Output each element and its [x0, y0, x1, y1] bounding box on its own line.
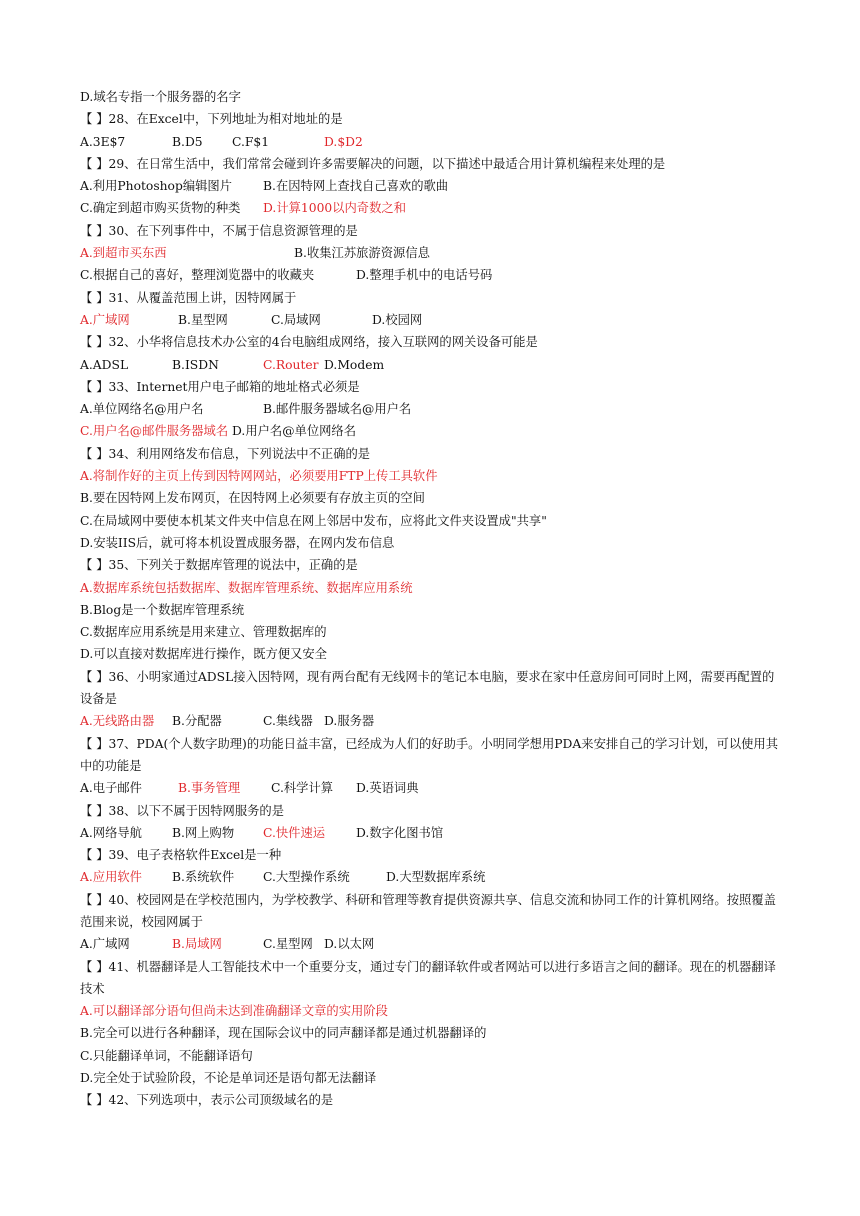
options-row: [80, 822, 782, 844]
option: D.域名专指一个服务器的名字: [80, 90, 241, 104]
question-stem: 【 】41、机器翻译是人工智能技术中一个重要分支，通过专门的翻译软件或者网站可以进行多语言之间的翻译。现在的机器翻译技术: [80, 959, 776, 996]
correct-option: A.无线路由器: [80, 714, 155, 729]
option: B.D5: [172, 134, 203, 149]
correct-option: C.快件速运: [263, 825, 326, 840]
question-stem: 【 】30、在下列事件中，不属于信息资源管理的是: [80, 223, 358, 238]
options-row: [80, 197, 782, 219]
question-stem: 【 】36、小明家通过ADSL接入因特网，现有两台配有无线网卡的笔记本电脑，要求在家中任意房间可同时上网，需要再配置的设备是: [80, 669, 775, 707]
correct-option: A.数据库系统包括数据库、数据库管理系统、数据库应用系统: [80, 580, 413, 595]
question-stem: 【 】33、Internet用户电子邮箱的地址格式必须是: [80, 379, 360, 394]
option: C.F$1: [232, 134, 270, 149]
options-row: [80, 420, 782, 442]
option: B.完全可以进行各种翻译，现在国际会议中的同声翻译都是通过机器翻译的: [80, 1026, 487, 1041]
correct-option: D.$D2: [324, 134, 363, 149]
option: C.在局域网中要使本机某文件夹中信息在网上邻居中发布，应将此文件夹设置成"共享": [80, 513, 547, 528]
correct-option: A.到超市买东西: [80, 246, 167, 261]
correct-option: B.事务管理: [178, 781, 241, 796]
question-stem: 【 】31、从覆盖范围上讲，因特网属于: [80, 290, 297, 305]
option: D.可以直接对数据库进行操作，既方便又安全: [80, 647, 327, 662]
option: D.数字化图书馆: [356, 825, 444, 840]
options-row: [80, 777, 782, 799]
option: C.大型操作系统: [263, 870, 350, 885]
option: D.服务器: [324, 714, 375, 729]
options-row: [80, 398, 782, 420]
question-stem: 【 】39、电子表格软件Excel是一种: [80, 848, 282, 863]
correct-option: A.可以翻译部分语句但尚未达到准确翻译文章的实用阶段: [80, 1004, 388, 1019]
options-row: [80, 175, 782, 197]
question-stem: 【 】40、校园网是在学校范围内，为学校教学、科研和管理等教育提供资源共享、信息交流和协同工作的计算机网络。按照覆盖范围来说，校园网属于: [80, 892, 776, 929]
option: B.分配器: [172, 714, 222, 729]
option: B.收集江苏旅游资源信息: [294, 246, 430, 261]
option: B.ISDN: [172, 357, 219, 372]
option: D.完全处于试验阶段，不论是单词还是语句都无法翻译: [80, 1071, 377, 1086]
option: D.用户名@单位网络名: [232, 424, 357, 439]
correct-option: C.用户名@邮件服务器域名: [80, 424, 229, 439]
options-row: [80, 866, 782, 888]
option: C.根据自己的喜好，整理浏览器中的收藏夹: [80, 268, 315, 283]
correct-option: A.应用软件: [80, 870, 142, 885]
option: C.确定到超市购买货物的种类: [80, 201, 241, 216]
option: C.科学计算: [271, 781, 334, 796]
option: C.局域网: [271, 312, 321, 327]
question-stem: 【 】42、下列选项中，表示公司顶级域名的是: [80, 1093, 334, 1108]
options-row: [80, 242, 782, 264]
option: A.单位网络名@用户名: [80, 402, 204, 417]
option: C.只能翻译单词，不能翻译语句: [80, 1048, 253, 1063]
options-row: [80, 710, 782, 732]
option: A.利用Photoshop编辑图片: [80, 179, 233, 194]
correct-option: C.Router: [263, 357, 319, 372]
question-stem: 【 】37、PDA(个人数字助理)的功能日益丰富，已经成为人们的好助手。小明同学想用PDA来安排自己的学习计划，可以使用其中的功能是: [80, 736, 779, 773]
option: A.3E$7: [80, 134, 126, 149]
question-stem: 【 】29、在日常生活中，我们常常会碰到许多需要解决的问题，以下描述中最适合用计算机编程来处理的是: [80, 156, 666, 171]
option: A.ADSL: [80, 357, 129, 372]
option: D.整理手机中的电话号码: [356, 268, 493, 283]
option: B.要在因特网上发布网页，在因特网上必须要有存放主页的空间: [80, 491, 425, 506]
option: D.英语词典: [356, 781, 419, 796]
correct-option: A.将制作好的主页上传到因特网网站，必须要用FTP上传工具软件: [80, 469, 438, 484]
options-row: [80, 131, 782, 153]
option: A.网络导航: [80, 825, 142, 840]
option: A.电子邮件: [80, 781, 142, 796]
question-stem: 【 】34、利用网络发布信息，下列说法中不正确的是: [80, 446, 371, 461]
option: D.以太网: [324, 937, 375, 952]
question-stem: 【 】28、在Excel中，下列地址为相对地址的是: [80, 112, 343, 127]
correct-option: B.局域网: [172, 937, 222, 952]
exam-page: [80, 86, 782, 1112]
option: B.星型网: [178, 312, 228, 327]
option: D.Modem: [324, 357, 385, 372]
option: C.集线器: [263, 714, 313, 729]
option: C.星型网: [263, 937, 313, 952]
options-row: [80, 354, 782, 376]
option: B.系统软件: [172, 870, 235, 885]
option: D.校园网: [372, 312, 423, 327]
options-row: [80, 309, 782, 331]
option: C.数据库应用系统是用来建立、管理数据库的: [80, 625, 327, 640]
question-stem: 【 】38、以下不属于因特网服务的是: [80, 803, 285, 818]
option: D.安装IIS后，就可将本机设置成服务器，在网内发布信息: [80, 535, 395, 550]
question-stem: 【 】35、下列关于数据库管理的说法中，正确的是: [80, 558, 358, 573]
option: B.在因特网上查找自己喜欢的歌曲: [263, 179, 449, 194]
correct-option: D.计算1000以内奇数之和: [263, 201, 406, 216]
option: B.网上购物: [172, 825, 235, 840]
option: A.广域网: [80, 937, 130, 952]
correct-option: A.广域网: [80, 312, 130, 327]
options-row: [80, 933, 782, 955]
question-stem: 【 】32、小华将信息技术办公室的4台电脑组成网络，接入互联网的网关设备可能是: [80, 335, 538, 350]
options-row: [80, 264, 782, 286]
option: D.大型数据库系统: [386, 870, 486, 885]
option: B.邮件服务器域名@用户名: [263, 402, 412, 417]
option: B.Blog是一个数据库管理系统: [80, 602, 245, 617]
